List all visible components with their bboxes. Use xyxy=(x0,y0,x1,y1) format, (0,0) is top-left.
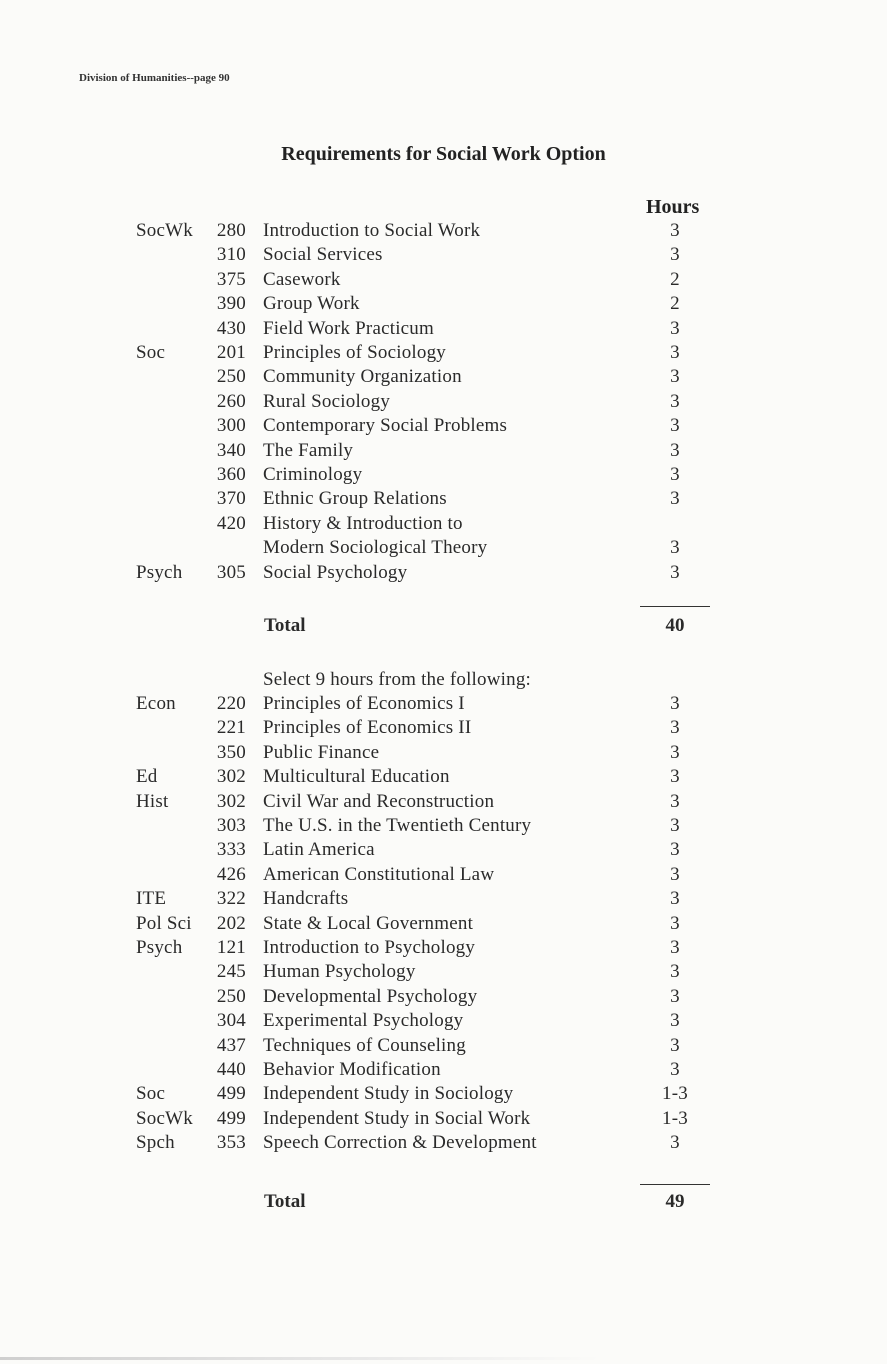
course-hours: 3 xyxy=(670,741,680,763)
course-dept: Soc xyxy=(136,1083,166,1105)
course-number: 280 xyxy=(216,220,246,241)
course-hours: 3 xyxy=(670,390,680,412)
running-head: Division of Humanities--page 90 xyxy=(79,72,230,84)
total-rule-2 xyxy=(640,1184,710,1185)
course-number: 360 xyxy=(216,464,246,485)
course-title: Techniques of Counseling xyxy=(263,1034,466,1056)
course-row xyxy=(0,716,887,740)
course-title: Contemporary Social Problems xyxy=(263,415,508,437)
course-number: 440 xyxy=(216,1059,246,1080)
course-number: 302 xyxy=(216,766,246,788)
course-title: Field Work Practicum xyxy=(263,317,434,339)
course-dept: SocWk xyxy=(136,220,193,241)
course-number: 221 xyxy=(216,717,246,739)
hours-column-header: Hours xyxy=(646,196,700,218)
course-row xyxy=(0,512,887,536)
course-hours: 2 xyxy=(670,268,680,290)
total-label-1: Total xyxy=(264,615,306,636)
course-number: 420 xyxy=(216,512,246,534)
course-number: 300 xyxy=(216,415,246,437)
course-title: Experimental Psychology xyxy=(263,1010,464,1032)
course-title: American Constitutional Law xyxy=(263,863,495,885)
course-hours: 3 xyxy=(670,317,680,339)
course-row xyxy=(0,219,887,243)
course-title: Public Finance xyxy=(263,741,380,763)
course-title: Civil War and Reconstruction xyxy=(263,790,495,812)
course-row xyxy=(0,692,887,716)
course-hours: 2 xyxy=(670,293,680,315)
course-dept: SocWk xyxy=(136,1107,193,1129)
course-number: 370 xyxy=(216,488,246,510)
course-title: Introduction to Psychology xyxy=(263,937,476,958)
elective-instructions xyxy=(0,668,887,692)
course-row xyxy=(0,790,887,814)
course-row xyxy=(0,741,887,765)
course-row xyxy=(0,439,887,463)
course-hours: 3 xyxy=(670,366,680,388)
course-hours: 3 xyxy=(670,790,680,812)
course-number: 202 xyxy=(216,912,246,934)
course-hours: 3 xyxy=(670,1010,680,1032)
course-number: 499 xyxy=(216,1107,246,1129)
course-row xyxy=(0,268,887,292)
course-row xyxy=(0,1107,887,1131)
course-row xyxy=(0,814,887,838)
course-hours: 3 xyxy=(670,488,680,510)
course-hours: 3 xyxy=(670,766,680,788)
course-number: 426 xyxy=(216,863,246,885)
course-title: Multicultural Education xyxy=(263,766,450,788)
course-title: Principles of Economics II xyxy=(263,717,472,739)
course-title: Modern Sociological Theory xyxy=(263,537,488,559)
course-row xyxy=(0,536,887,560)
total-value-2: 49 xyxy=(665,1191,685,1212)
course-number: 260 xyxy=(216,390,246,412)
course-title: Behavior Modification xyxy=(263,1059,441,1080)
course-hours: 3 xyxy=(670,220,680,241)
course-row xyxy=(0,243,887,267)
course-title: Introduction to Social Work xyxy=(263,220,481,241)
course-hours: 3 xyxy=(670,415,680,437)
course-number: 390 xyxy=(216,293,246,315)
course-title: Criminology xyxy=(263,464,363,485)
course-hours: 3 xyxy=(670,537,680,559)
course-title: Ethnic Group Relations xyxy=(263,488,447,510)
course-row xyxy=(0,1131,887,1155)
course-row xyxy=(0,936,887,960)
course-dept: Ed xyxy=(136,766,158,788)
course-dept: Psych xyxy=(136,561,183,583)
course-row xyxy=(0,863,887,887)
total-label-2: Total xyxy=(264,1191,306,1212)
course-number: 310 xyxy=(216,244,246,266)
course-row xyxy=(0,912,887,936)
course-hours: 1-3 xyxy=(662,1083,688,1105)
course-row xyxy=(0,838,887,862)
course-hours: 3 xyxy=(670,342,680,363)
course-row xyxy=(0,1009,887,1033)
course-hours: 3 xyxy=(670,888,680,910)
course-hours: 3 xyxy=(670,561,680,583)
course-title: Human Psychology xyxy=(263,961,416,983)
elective-instructions-text: Select 9 hours from the following: xyxy=(263,669,532,690)
course-dept: Pol Sci xyxy=(136,912,192,934)
course-number: 499 xyxy=(216,1083,246,1105)
total-value-1: 40 xyxy=(665,615,685,636)
course-row xyxy=(0,765,887,789)
course-number: 250 xyxy=(216,985,246,1007)
scan-edge-mark xyxy=(0,1357,600,1360)
course-title: Independent Study in Sociology xyxy=(263,1083,514,1105)
course-row xyxy=(0,292,887,316)
course-title: Developmental Psychology xyxy=(263,985,478,1007)
course-title: Principles of Sociology xyxy=(263,342,446,363)
course-title: The Family xyxy=(263,439,354,461)
course-number: 304 xyxy=(216,1010,246,1032)
course-number: 375 xyxy=(216,268,246,290)
course-title: Community Organization xyxy=(263,366,462,388)
course-hours: 3 xyxy=(670,912,680,934)
course-title: Handcrafts xyxy=(263,888,349,910)
course-title: Social Services xyxy=(263,244,383,266)
course-dept: Psych xyxy=(136,937,183,958)
course-hours: 3 xyxy=(670,937,680,958)
course-number: 220 xyxy=(216,693,246,714)
course-dept: Econ xyxy=(136,693,176,714)
course-number: 340 xyxy=(216,439,246,461)
course-number: 305 xyxy=(216,561,246,583)
course-number: 121 xyxy=(216,937,246,958)
course-title: Principles of Economics I xyxy=(263,693,465,714)
course-title: Latin America xyxy=(263,839,375,861)
course-number: 245 xyxy=(216,961,246,983)
course-hours: 3 xyxy=(670,839,680,861)
course-hours: 3 xyxy=(670,717,680,739)
course-title: History & Introduction to xyxy=(263,512,463,534)
course-number: 303 xyxy=(216,815,246,836)
course-hours: 3 xyxy=(670,439,680,461)
course-hours: 3 xyxy=(670,464,680,485)
course-row xyxy=(0,487,887,511)
course-hours: 3 xyxy=(670,244,680,266)
course-dept: Spch xyxy=(136,1132,175,1154)
course-number: 430 xyxy=(216,317,246,339)
course-title: Independent Study in Social Work xyxy=(263,1107,531,1129)
course-row xyxy=(0,414,887,438)
course-number: 201 xyxy=(216,342,246,363)
course-hours: 3 xyxy=(670,863,680,885)
course-title: Casework xyxy=(263,268,341,290)
total-rule-1 xyxy=(640,606,710,607)
course-number: 350 xyxy=(216,741,246,763)
course-hours: 3 xyxy=(670,1132,680,1154)
course-dept: Soc xyxy=(136,342,166,363)
course-title: Speech Correction & Development xyxy=(263,1132,537,1154)
course-title: Group Work xyxy=(263,293,360,315)
page-title: Requirements for Social Work Option xyxy=(281,143,606,165)
course-number: 302 xyxy=(216,790,246,812)
course-row xyxy=(0,365,887,389)
course-dept: Hist xyxy=(136,790,169,812)
course-hours: 3 xyxy=(670,815,680,836)
course-title: The U.S. in the Twentieth Century xyxy=(263,815,532,836)
course-hours: 1-3 xyxy=(662,1107,688,1129)
course-row xyxy=(0,960,887,984)
course-row xyxy=(0,341,887,365)
course-row xyxy=(0,1034,887,1058)
course-dept: ITE xyxy=(136,888,167,910)
course-hours: 3 xyxy=(670,985,680,1007)
course-row xyxy=(0,317,887,341)
course-row xyxy=(0,390,887,414)
course-row xyxy=(0,463,887,487)
course-hours: 3 xyxy=(670,693,680,714)
course-number: 250 xyxy=(216,366,246,388)
course-row xyxy=(0,561,887,585)
course-row xyxy=(0,1058,887,1082)
course-row xyxy=(0,887,887,911)
course-hours: 3 xyxy=(670,1034,680,1056)
course-title: Social Psychology xyxy=(263,561,408,583)
course-row xyxy=(0,1082,887,1106)
course-number: 437 xyxy=(216,1034,246,1056)
course-title: Rural Sociology xyxy=(263,390,391,412)
course-number: 333 xyxy=(216,839,246,861)
course-title: State & Local Government xyxy=(263,912,474,934)
course-number: 322 xyxy=(216,888,246,910)
course-number: 353 xyxy=(216,1132,246,1154)
course-hours: 3 xyxy=(670,961,680,983)
course-row xyxy=(0,985,887,1009)
course-hours: 3 xyxy=(670,1059,680,1080)
